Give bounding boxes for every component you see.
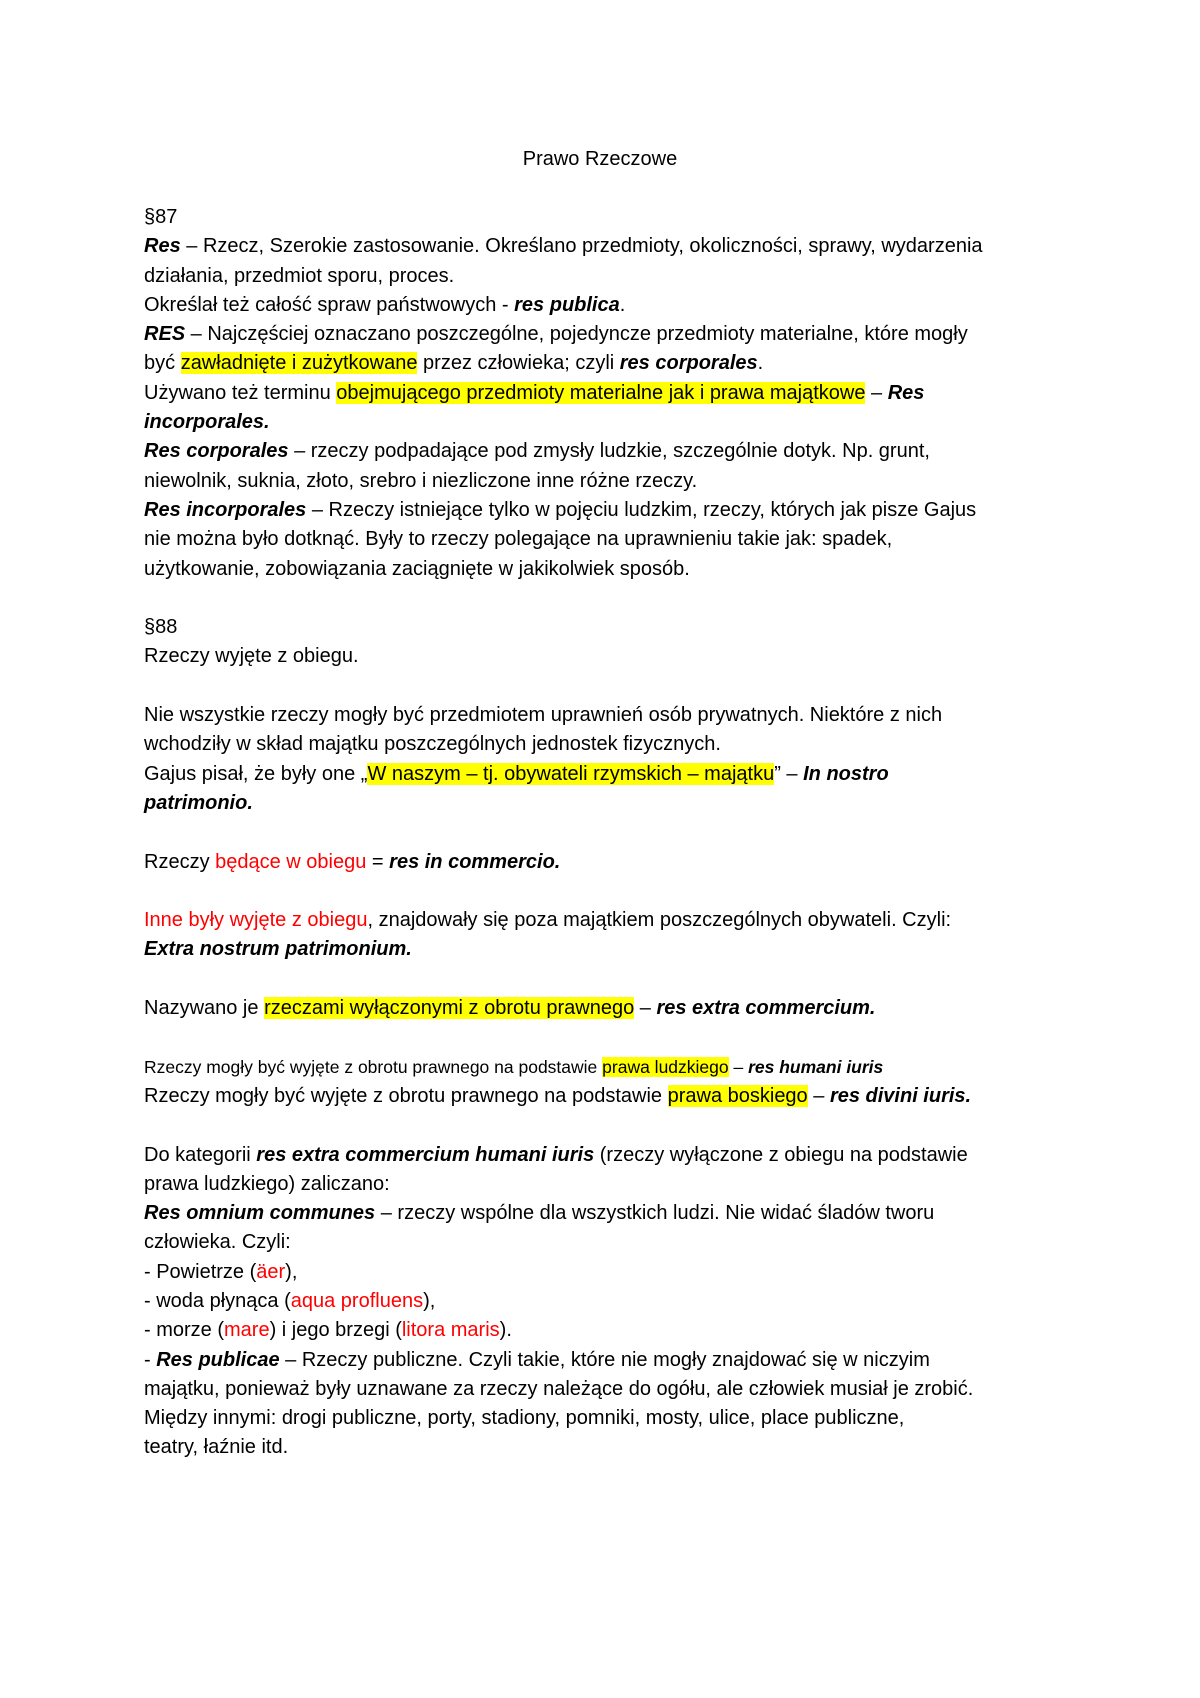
text-run: Rzeczy wyjęte z obiegu. (144, 645, 359, 668)
red-text: będące w obiegu (215, 850, 367, 873)
text-line (144, 1346, 1074, 1375)
text-run: działania, przedmiot sporu, proces. (144, 264, 455, 287)
text-run: użytkowanie, zobowiązania zaciągnięte w jakikolwiek sposób. (144, 557, 690, 580)
text-run: §87 (144, 206, 178, 228)
text-line (144, 994, 1074, 1023)
text-run: ), (285, 1260, 298, 1283)
text-run: człowieka. Czyli: (144, 1231, 291, 1254)
red-text: litora maris (401, 1319, 500, 1342)
bold-italic-term: patrimonio. (144, 791, 253, 814)
text-run: §88 (144, 616, 178, 639)
text-run: niewolnik, suknia, złoto, srebro i niezliczone inne różne rzeczy. (144, 469, 698, 492)
text-run: – Najczęściej oznaczano poszczególne, pojedyncze przedmioty materialne, które mogły (185, 323, 968, 346)
text-line (144, 730, 1074, 759)
text-run: – rzeczy wspólne dla wszystkich ludzi. Nie widać śladów tworu (375, 1202, 935, 1225)
text-line (144, 1199, 1074, 1228)
text-line (144, 1053, 1074, 1082)
text-line (144, 1287, 1074, 1316)
text-line (144, 848, 1074, 877)
bold-italic-term: Res (144, 235, 181, 258)
text-run: . (757, 352, 764, 375)
text-run: ” – (774, 762, 804, 785)
text-run: - morze ( (144, 1319, 224, 1342)
text-line (144, 906, 1074, 935)
text-run: Do kategorii (144, 1143, 257, 1166)
blank-line (144, 818, 1074, 847)
bold-italic-term: res humani iuris (748, 1056, 884, 1077)
highlighted-text: prawa ludzkiego (602, 1056, 729, 1077)
text-run: teatry, łaźnie itd. (144, 1436, 289, 1459)
bold-italic-term: In nostro (803, 762, 889, 785)
bold-italic-term: res corporales (619, 352, 758, 375)
text-run: Nie wszystkie rzeczy mogły być przedmiotem uprawnień osób prywatnych. Niektóre z nich (144, 704, 943, 727)
bold-italic-term: Res omnium communes (144, 1202, 376, 1225)
text-line (144, 1316, 1074, 1345)
bold-italic-term: res divini iuris. (829, 1084, 972, 1107)
text-line (144, 232, 1074, 261)
text-line (144, 525, 1074, 554)
blank-line (144, 1111, 1074, 1140)
text-line (144, 1228, 1074, 1257)
text-run: – (728, 1056, 749, 1077)
text-line (144, 1170, 1074, 1199)
text-line (144, 262, 1074, 291)
bold-italic-term: res extra commercium. (656, 997, 876, 1020)
text-line (144, 379, 1074, 408)
text-run: – Rzeczy publiczne. Czyli takie, które nie mogły znajdować się w niczyim (279, 1348, 930, 1371)
text-line (144, 467, 1074, 496)
bold-italic-term: Extra nostrum patrimonium. (144, 938, 412, 961)
text-line (144, 760, 1074, 789)
text-line (144, 437, 1074, 466)
text-line (144, 701, 1074, 730)
text-run: (rzeczy wyłączone z obiegu na podstawie (594, 1143, 968, 1166)
blank-line (144, 965, 1074, 994)
red-text: aqua profluens (290, 1289, 424, 1312)
text-run: majątku, ponieważ były uznawane za rzeczy należące do ogółu, ale człowiek musiał je zrobić. (144, 1377, 974, 1400)
text-line (144, 789, 1074, 818)
highlighted-text: zawładnięte i zużytkowane (180, 352, 418, 375)
text-line (144, 1375, 1074, 1404)
text-line (144, 613, 1074, 642)
text-line (144, 1258, 1074, 1287)
text-run: Gajus pisał, że były one „ (144, 762, 368, 785)
text-run: ), (423, 1289, 436, 1312)
text-run: ) i jego brzegi ( (269, 1319, 402, 1342)
text-line (144, 203, 1074, 232)
bold-italic-term: res in commercio. (389, 850, 561, 873)
bold-italic-term: incorporales. (144, 411, 270, 434)
text-line (144, 320, 1074, 349)
text-line (144, 555, 1074, 584)
highlighted-text: rzeczami wyłączonymi z obrotu prawnego (264, 997, 635, 1020)
text-run: . (619, 293, 626, 316)
text-line (144, 408, 1074, 437)
text-run: prawa ludzkiego) zaliczano: (144, 1172, 390, 1195)
text-run: być (144, 352, 181, 375)
text-run: , znajdowały się poza majątkiem poszczególnych obywateli. Czyli: (367, 909, 952, 932)
text-run: = (366, 850, 390, 873)
text-line (144, 1404, 1074, 1433)
text-line (144, 291, 1074, 320)
text-run: Między innymi: drogi publiczne, porty, stadiony, pomniki, mosty, ulice, place publiczne, (144, 1407, 905, 1430)
text-run: Określał też całość spraw państwowych - (144, 293, 515, 316)
text-run: - (144, 1348, 157, 1371)
text-run: Rzeczy mogły być wyjęte z obrotu prawnego na podstawie (144, 1056, 603, 1077)
document-body (144, 203, 1074, 1463)
page-title: Prawo Rzeczowe (522, 148, 678, 170)
bold-italic-term: Res (887, 381, 925, 404)
text-run: ). (499, 1319, 512, 1342)
highlighted-text: W naszym – tj. obywateli rzymskich – majątku (367, 762, 775, 785)
text-run: – Rzeczy istniejące tylko w pojęciu ludzkim, rzeczy, których jak pisze Gajus (306, 498, 977, 521)
bold-italic-term: RES (144, 323, 186, 346)
bold-italic-term: Res publicae (156, 1348, 280, 1371)
bold-italic-term: Res incorporales (144, 498, 307, 521)
text-run: - Powietrze ( (144, 1260, 257, 1283)
highlighted-text: obejmującego przedmioty materialne jak i prawa majątkowe (336, 381, 866, 404)
bold-italic-term: res publica (514, 293, 620, 316)
blank-line (144, 1023, 1074, 1052)
blank-line (144, 877, 1074, 906)
highlighted-text: prawa boskiego (667, 1084, 808, 1107)
text-line (144, 1082, 1074, 1111)
text-run: – (634, 997, 657, 1020)
text-run: Rzeczy mogły być wyjęte z obrotu prawnego na podstawie (144, 1084, 668, 1107)
text-line (144, 1433, 1074, 1462)
text-run: Rzeczy (144, 850, 216, 873)
blank-line (144, 584, 1074, 613)
text-run: – (807, 1084, 830, 1107)
bold-italic-term: res extra commercium humani iuris (256, 1143, 595, 1166)
text-run: przez człowieka; czyli (417, 352, 620, 375)
text-line (144, 935, 1074, 964)
text-line (144, 349, 1074, 378)
text-run: – (865, 381, 888, 404)
text-run: wchodziły w skład majątku poszczególnych jednostek fizycznych. (144, 733, 721, 756)
bold-italic-term: Res corporales (144, 440, 289, 463)
text-run: - woda płynąca ( (144, 1289, 291, 1312)
text-run: – Rzecz, Szerokie zastosowanie. Określano przedmioty, okoliczności, sprawy, wydarzenia (180, 235, 983, 258)
text-line (144, 642, 1074, 671)
text-run: Nazywano je (144, 997, 265, 1020)
red-text: Inne były wyjęte z obiegu (144, 909, 368, 932)
blank-line (144, 672, 1074, 701)
text-run: – rzeczy podpadające pod zmysły ludzkie, szczególnie dotyk. Np. grunt, (288, 440, 930, 463)
text-line (144, 1141, 1074, 1170)
text-line (144, 496, 1074, 525)
text-run: nie można było dotknąć. Były to rzeczy polegające na uprawnieniu takie jak: spadek, (144, 528, 893, 551)
red-text: äer (256, 1260, 286, 1283)
text-run: Używano też terminu (144, 381, 337, 404)
red-text: mare (224, 1319, 270, 1342)
